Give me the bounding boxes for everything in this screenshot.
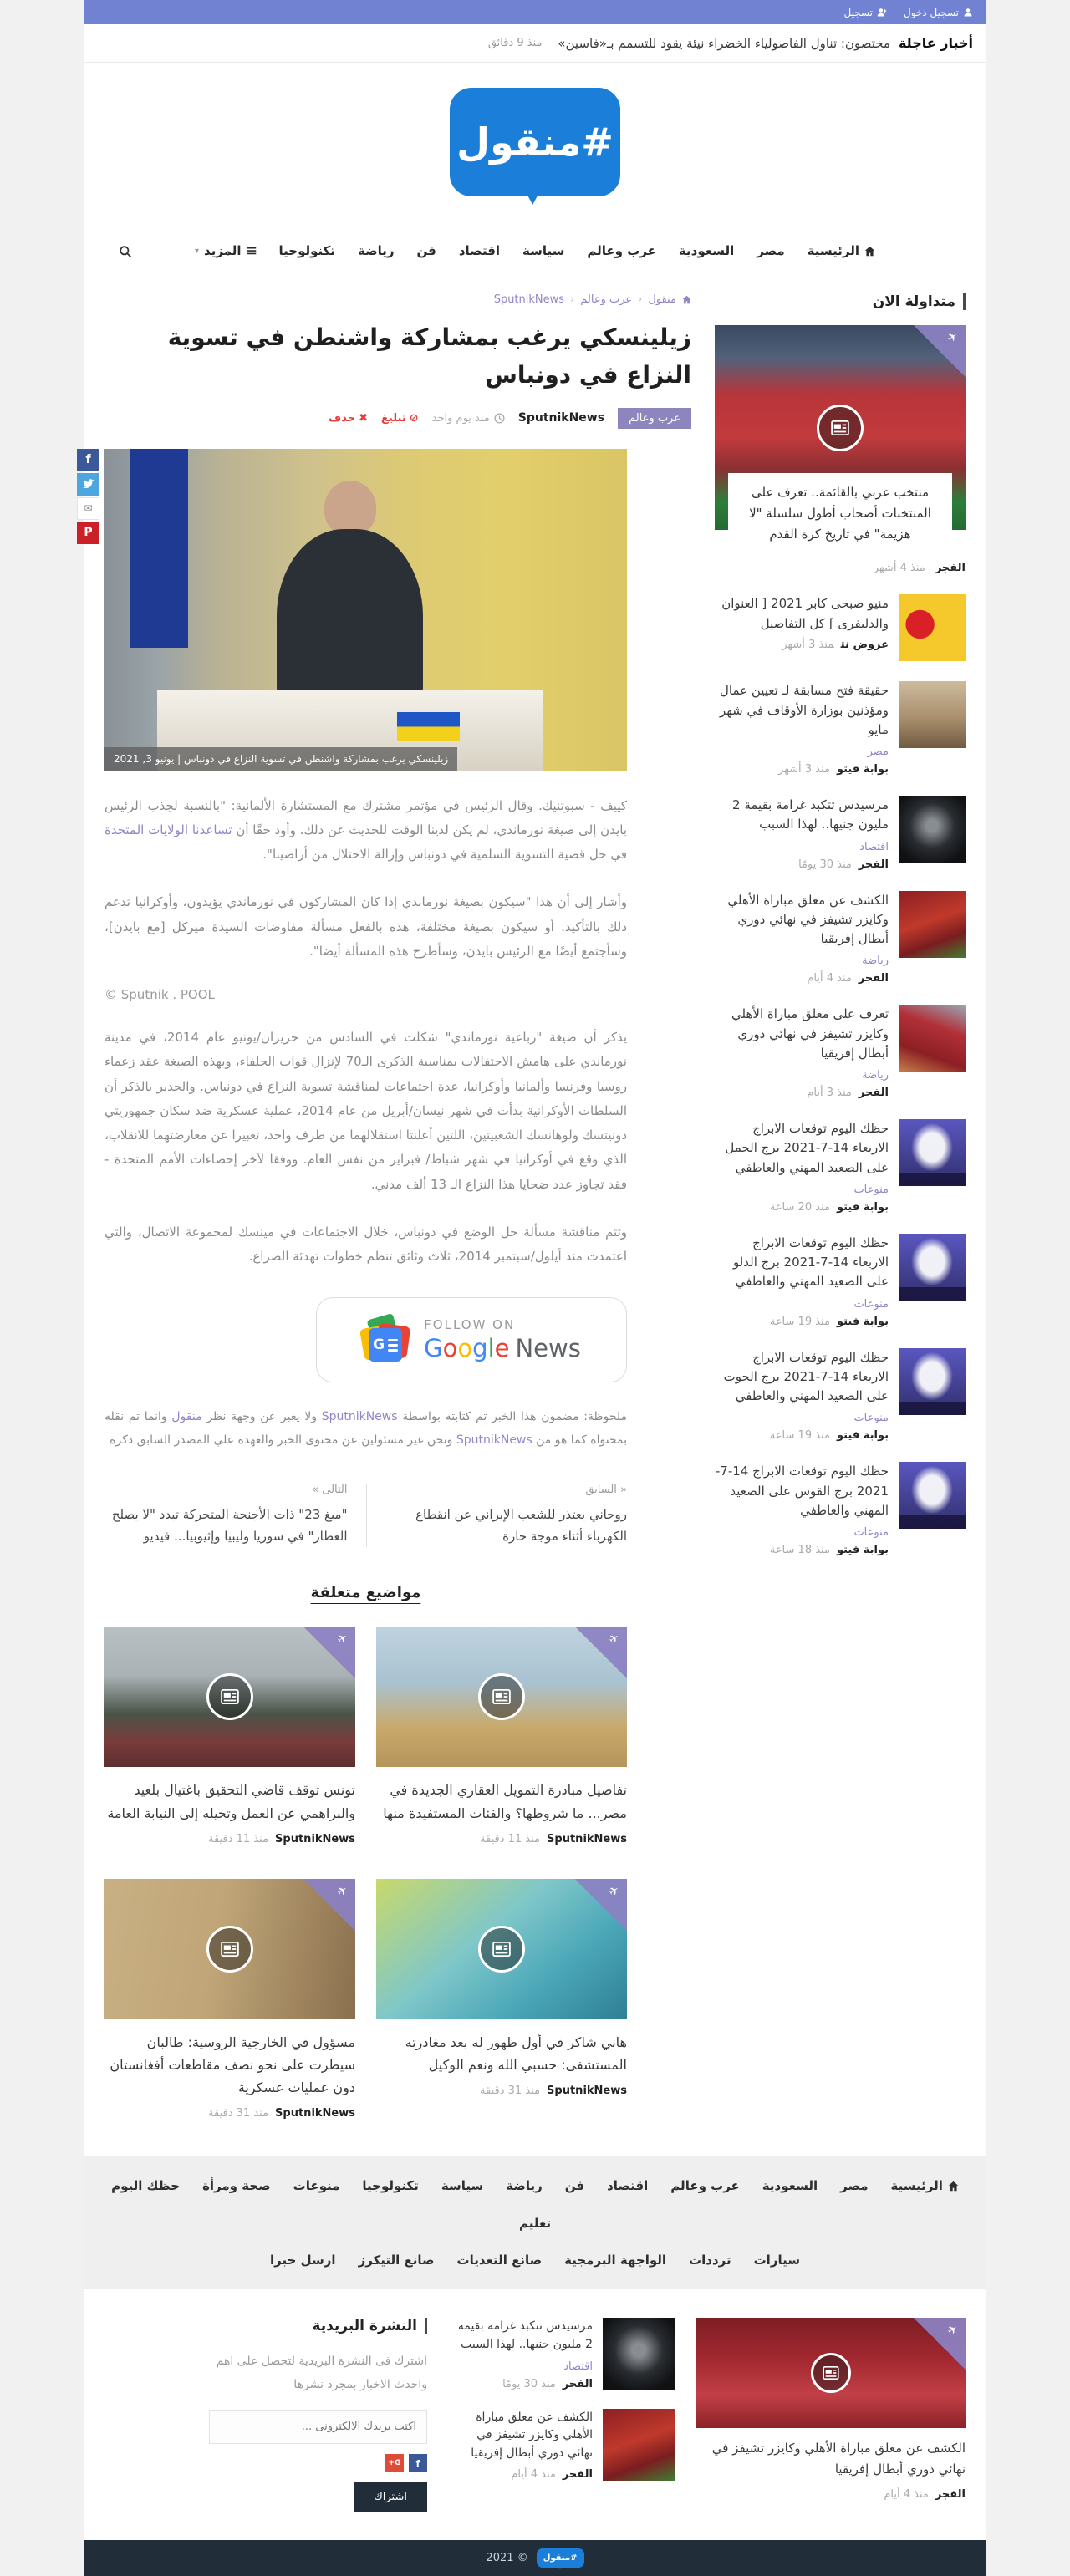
source-name[interactable]: SputnikNews	[275, 1832, 355, 1845]
newspaper-icon	[811, 2353, 851, 2393]
source-name[interactable]: SputnikNews	[275, 2107, 355, 2120]
time-ago: منذ 11 دقيقة	[208, 1832, 269, 1845]
trending-thumb	[899, 594, 966, 661]
register-link[interactable]	[844, 7, 888, 18]
mail-icon: ✉	[84, 502, 93, 515]
trending-featured-title[interactable]: منتخب عربي بالقائمة.. تعرف على المنتخبات أصحاب أطول سلسلة "لا هزيمة" في تاريخ كرة القدم	[728, 473, 952, 553]
content-layout	[84, 275, 986, 2128]
twitter-icon	[83, 479, 94, 489]
footer-nav-item[interactable]	[565, 2178, 584, 2193]
nav-item-label: السعودية	[678, 243, 735, 258]
footer-nav-item[interactable]	[519, 2216, 551, 2231]
trending-item[interactable]	[715, 891, 966, 985]
trending-item[interactable]	[715, 1462, 966, 1556]
time-ago: منذ 4 أشهر	[873, 562, 925, 575]
footer-nav-item[interactable]	[840, 2178, 868, 2193]
footer-nav-item[interactable]	[754, 2253, 800, 2268]
footer-articles-list	[449, 2318, 675, 2512]
category-link[interactable]: مصر	[867, 746, 889, 758]
footer-nav-label: صانع التغذيات	[456, 2253, 543, 2268]
x-icon: ✖	[359, 411, 369, 425]
trending-title[interactable]: حظك اليوم توقعات الابراج الاربعاء 14-7-2021 برج الحوت على الصعيد المهني والعاطفي	[723, 1349, 889, 1403]
newspaper-icon	[206, 1673, 253, 1720]
footer-nav-home[interactable]	[891, 2178, 959, 2193]
footer-nav-label: تعليم	[518, 2216, 552, 2232]
footer-nav-item[interactable]	[293, 2178, 340, 2193]
photo-credit: © Sputnik . POOL	[104, 987, 215, 1003]
previous-post[interactable]	[366, 1484, 628, 1548]
paragraph-text: كييف - سبوتنيك. وقال الرئيس في مؤتمر مشترك مع المستشارة الألمانية: "بالنسبة لجذب الرئيس بايدن إلى صيغة نورماندي، لم يكن لدينا الوقت للحديث عن ذلك. وأود حقًا أن	[104, 797, 627, 837]
article-image	[104, 449, 627, 771]
time-ago: منذ 4 أيام	[511, 2467, 556, 2481]
nav-item-label: الرئيسية	[807, 243, 859, 258]
nav-item-label: تكنولوجيا	[278, 243, 336, 258]
trending-title[interactable]: حظك اليوم توقعات الابراج 14-7-2021 برج القوس على الصعيد المهني والعاطفي	[715, 1464, 889, 1518]
newspaper-icon	[478, 1926, 525, 1973]
nav-item-arab-world[interactable]	[587, 243, 655, 258]
login-label: تسجيل دخول	[904, 6, 959, 18]
time-ago: منذ 19 ساعة	[769, 1315, 830, 1328]
footer-nav-label: صحة ومرأة	[202, 2178, 271, 2194]
follow-on-label: FOLLOW ON	[424, 1317, 516, 1333]
footer-nav-label: الواجهة البرمجية	[564, 2253, 667, 2268]
paragraph-text: والجدير بالذكر أن السلطات الأوكرانية بدأت في شهر نيسان/أبريل من عام 2014، عملية عسكرية ضد سكان جمهوريتي دونيتسك ولوهانسك الشعبيتين، اللتين أعلنتا استقلالهما من طرف واحد، تعبيرا عن معارضتهما للانقلاب، الذي وقع في أوكرانيا في شهر شباط/ فبراير من نفس العام. ووفقا لآخر إحصاءات الأمم المتحدة - فقد تجاوز عدد ضحايا هذا النزاع الـ 13 ألف مدني.	[104, 1078, 627, 1192]
search-icon[interactable]	[119, 245, 132, 258]
trending-thumb	[899, 1462, 966, 1529]
footer-article-thumb	[603, 2318, 675, 2390]
twitter-share-button[interactable]	[77, 473, 99, 496]
related-title[interactable]: تفاصيل مبادرة التمويل العقاري الجديدة في مصر... ما شروطها؟ والفئات المستفيدة منها	[383, 1782, 627, 1821]
footer-nav-item[interactable]	[607, 2178, 648, 2193]
nav-item-more[interactable]	[195, 243, 257, 258]
article-source[interactable]: SputnikNews	[517, 411, 605, 425]
related-card[interactable]	[104, 1627, 355, 1845]
related-card[interactable]	[104, 1879, 355, 2120]
main-nav	[84, 235, 986, 275]
footer-nav-label: صانع التيكرز	[358, 2253, 435, 2268]
ribbon-badge	[914, 325, 966, 377]
disclaimer-text: ولا يعبر عن وجهة نظر	[201, 1410, 322, 1424]
footer-nav-label: تكنولوجيا	[362, 2178, 419, 2194]
home-icon	[682, 295, 691, 304]
trending-title[interactable]: مرسيدس تتكبد غرامة بقيمة 2 مليون جنيها.. لهذا السبب	[732, 797, 889, 832]
footer-nav-label: السعودية	[762, 2178, 818, 2194]
nav-item-home[interactable]	[808, 243, 875, 258]
category-link[interactable]: رياضة	[862, 1069, 889, 1082]
pinterest-icon: P	[84, 526, 93, 540]
trending-item[interactable]	[715, 594, 966, 661]
footer-nav-label: ارسل خبرا	[270, 2253, 336, 2268]
source-name[interactable]: الفجر	[935, 562, 966, 575]
nav-item-label: المزيد	[204, 243, 242, 258]
time-ago: منذ يوم واحد	[431, 411, 490, 425]
ribbon-badge	[303, 1627, 355, 1678]
register-label: تسجيل	[843, 6, 873, 18]
time-ago: منذ 30 يومًا	[502, 2377, 556, 2390]
footer-featured-title[interactable]: الكشف عن معلق مباراة الأهلي وكايزر تشيفز في نهائي دوري أبطال إفريقيا	[711, 2441, 966, 2477]
nav-item-saudi[interactable]	[679, 243, 734, 258]
trending-featured-card[interactable]	[715, 325, 966, 574]
rocket-icon: ✈	[945, 329, 961, 346]
copyright: © 2021	[486, 2552, 528, 2565]
breadcrumb-home[interactable]: منقول	[648, 293, 676, 306]
post-navigation	[104, 1484, 627, 1548]
article-paragraph	[104, 1026, 627, 1197]
ribbon-badge	[575, 1879, 627, 1931]
paragraph-text: يذكر أن صيغة "رباعية نورماندي" شكلت في السادس من حزيران/يونيو عام 2014، في مدينة نورماندي على هامش الاحتفالات بمناسبة الذكرى الـ70 لإنزال قوات الحلفاء، وبهذه الصيغة عقد زعماء روسيا وفرنسا وألمانيا وأوكرانيا، عدة اجتماعات لمناقشة تسوية النزاع في دونباس.	[104, 1030, 628, 1094]
googleplus-icon[interactable]: G+	[385, 2454, 404, 2472]
footer-featured-card[interactable]	[696, 2318, 966, 2512]
disclaimer-text: وانما تم نقله بمحتواه كما هو من	[104, 1410, 627, 1447]
related-image	[376, 1879, 627, 2019]
article-content	[84, 449, 628, 2120]
category-link[interactable]: رياضة	[862, 955, 889, 968]
footer-nav-label: رياضة	[506, 2178, 543, 2194]
breadcrumb-separator: ‹	[570, 293, 575, 306]
nav-item-label: فن	[416, 243, 436, 258]
rocket-icon: ✈	[606, 1631, 623, 1648]
article-main	[84, 293, 691, 2120]
related-image	[376, 1627, 627, 1767]
nav-item-art[interactable]	[417, 243, 436, 258]
footer-article-thumb	[603, 2409, 675, 2481]
category-link[interactable]: منوعات	[853, 1412, 889, 1425]
article-figure	[84, 449, 627, 771]
related-card[interactable]	[376, 1627, 627, 1845]
newsletter-social	[209, 2454, 427, 2472]
source-name[interactable]: SputnikNews	[547, 1832, 627, 1845]
time-ago: منذ 4 أيام	[884, 2487, 929, 2501]
trending-title[interactable]: الكشف عن معلق مباراة الأهلي وكايزر تشيفز في نهائي دوري أبطال إفريقيا	[727, 892, 889, 946]
time-ago: منذ 18 ساعة	[769, 1544, 830, 1556]
time-ago: منذ 19 ساعة	[769, 1429, 830, 1443]
time-ago: منذ 3 أيام	[807, 1087, 852, 1099]
trending-title[interactable]: تعرف على معلق مباراة الأهلي وكايزر تشيفز في نهائي دوري أبطال إفريقيا	[731, 1006, 889, 1061]
footer-logo[interactable]: #منقول	[537, 2548, 584, 2568]
previous-label: « السابق	[585, 1483, 627, 1496]
ban-icon: ⊘	[409, 411, 419, 425]
login-link[interactable]	[904, 7, 973, 18]
trending-featured-meta	[715, 562, 966, 574]
nav-item-label: سياسة	[522, 243, 565, 258]
site-header	[84, 63, 986, 235]
ribbon-badge	[303, 1879, 355, 1931]
footer-nav-label: فن	[564, 2178, 585, 2194]
related-card[interactable]	[376, 1879, 627, 2120]
footer-nav-label: سيارات	[753, 2253, 800, 2268]
footer-article-title[interactable]: مرسيدس تتكبد غرامة بقيمة 2 مليون جنيها.. لهذا السبب	[457, 2319, 593, 2352]
disclaimer	[104, 1406, 627, 1452]
home-icon	[864, 246, 875, 257]
footer-nav-item[interactable]	[270, 2253, 336, 2268]
source-name[interactable]: بوابة فيتو	[836, 1544, 889, 1556]
time-ago: منذ 31 دقيقة	[208, 2107, 269, 2120]
nav-item-label: عرب وعالم	[587, 243, 656, 258]
article-paragraph	[104, 794, 627, 868]
source-name[interactable]: الفجر	[858, 1087, 889, 1099]
footer-nav-item[interactable]	[359, 2253, 435, 2268]
footer-nav-label: سياسة	[441, 2178, 484, 2194]
related-image	[104, 1627, 355, 1767]
paragraph-text: في حل قضية التسوية السلمية في دونباس وإزالة الاحتلال من أراضينا".	[262, 847, 627, 863]
related-heading: مواضيع متعلقة	[310, 1584, 421, 1602]
category-link[interactable]: اقتصاد	[859, 840, 889, 853]
trending-item[interactable]	[715, 1119, 966, 1214]
site-logo[interactable]	[450, 88, 620, 196]
related-grid	[104, 1627, 627, 2120]
time-ago: منذ 4 أيام	[807, 972, 852, 985]
source-name[interactable]: بوابة فيتو	[836, 763, 889, 776]
breadcrumb-separator: ‹	[638, 293, 643, 306]
footer-nav-item[interactable]	[670, 2178, 739, 2193]
footer-nav-item[interactable]	[441, 2178, 483, 2193]
time-ago: منذ 3 أشهر	[782, 638, 834, 651]
newspaper-icon	[817, 405, 864, 451]
time-ago: منذ 3 أشهر	[778, 763, 830, 776]
trending-item[interactable]	[715, 796, 966, 871]
trending-title[interactable]: منيو صبحى كابر 2021 [ العنوان والدليفرى ] كل التفاصيل	[721, 596, 889, 631]
rocket-icon: ✈	[606, 1882, 623, 1900]
breaking-bar	[84, 24, 986, 63]
source-name[interactable]: بوابة فيتو	[836, 1315, 889, 1328]
category-link[interactable]: منوعات	[853, 1183, 889, 1196]
trending-sidebar	[715, 293, 966, 1556]
source-link[interactable]: SputnikNews	[456, 1433, 532, 1447]
article-title: زيلينسكي يرغب بمشاركة واشنطن في تسوية النزاع في دونباس	[167, 323, 691, 389]
disclaimer-text: ملحوظة: مضمون هذا الخبر تم كتابته بواسطة	[397, 1410, 628, 1424]
nav-item-label: اقتصاد	[458, 243, 501, 258]
footer-nav-item[interactable]	[457, 2253, 543, 2268]
google-news-follow-button[interactable]	[316, 1297, 627, 1382]
report-label: تبليغ	[381, 411, 406, 425]
time-ago: منذ 30 يومًا	[798, 858, 852, 871]
speaker-shape	[277, 529, 423, 696]
site-logo-text: #منقول	[456, 120, 614, 165]
trending-thumb	[899, 1119, 966, 1186]
google-news-wordmark: Google News	[424, 1334, 581, 1363]
related-image	[104, 1879, 355, 2019]
time-ago: منذ 31 دقيقة	[480, 2085, 541, 2098]
user-plus-icon	[877, 8, 887, 18]
sidebar-heading: متداولة الان	[715, 293, 966, 310]
email-share-button[interactable]	[77, 497, 99, 520]
site-link[interactable]: منقول	[171, 1410, 202, 1424]
time-ago: منذ 11 دقيقة	[480, 1832, 541, 1845]
facebook-share-button[interactable]	[77, 449, 99, 471]
next-label: التالى »	[312, 1483, 348, 1496]
source-name[interactable]: الفجر	[562, 2467, 593, 2481]
source-name[interactable]: الفجر	[562, 2377, 593, 2390]
related-title[interactable]: هاني شاكر في أول ظهور له بعد مغادرته المستشفى: حسبي الله ونعم الوكيل	[405, 2034, 627, 2073]
previous-title[interactable]: روحاني يعتذر للشعب الإيراني عن انقطاع الكهرباء أثناء موجة حارة	[415, 1506, 627, 1545]
ribbon-badge	[575, 1627, 627, 1678]
delete-button[interactable]	[329, 412, 368, 425]
trending-item[interactable]	[715, 1348, 966, 1443]
category-badge[interactable]: عرب وعالم	[618, 408, 691, 429]
footer-nav-label: اقتصاد	[607, 2178, 649, 2194]
source-name[interactable]: الفجر	[935, 2487, 966, 2501]
clock-icon	[494, 413, 505, 424]
footer-nav-item[interactable]	[689, 2253, 731, 2268]
trending-thumb	[899, 1005, 966, 1072]
speaker-shape	[324, 481, 377, 535]
related-title[interactable]: تونس توقف قاضي التحقيق باغتيال بلعيد والبراهمي عن العمل وتحيله إلى النيابة العامة	[107, 1782, 355, 1821]
category-link[interactable]: منوعات	[853, 1297, 889, 1311]
rocket-icon: ✈	[334, 1882, 351, 1900]
image-caption: زيلينسكي يرغب بمشاركة واشنطن في تسوية النزاع في دونباس | يونيو 3, 2021	[104, 747, 457, 771]
footer-nav-item[interactable]	[111, 2178, 180, 2193]
next-title[interactable]: "ميغ 23" ذات الأجنحة المتحركة تبدد "لا يصلح العطار" في سوريا وليبيا وإثيوبيا... فيديو	[111, 1506, 348, 1545]
newsletter-heading: النشرة البريدية	[209, 2318, 427, 2334]
breaking-time: - منذ 9 دقائق	[487, 37, 550, 49]
footer-nav	[84, 2156, 986, 2289]
trending-item[interactable]	[715, 1234, 966, 1328]
footer-nav-row-2	[100, 2253, 970, 2268]
newsletter-widget	[209, 2318, 427, 2512]
newspaper-icon	[478, 1673, 525, 1720]
menu-list-icon	[247, 246, 257, 256]
newsletter-description: اشترك فى النشرة البريدية لتحصل على اهم واحدث الاخبار بمجرد نشرها	[216, 2355, 427, 2392]
breaking-headline[interactable]: مختصون: تناول الفاصولياء الخضراء نيئة يقود للتسمم بـ«فاسين»	[558, 35, 890, 51]
footer-nav-label: الرئيسية	[890, 2178, 943, 2194]
ukraine-flag-shape	[397, 712, 460, 741]
rocket-icon: ✈	[945, 2322, 961, 2339]
footer-nav-label: عرب وعالم	[670, 2178, 740, 2194]
source-name[interactable]: بوابة فيتو	[836, 1200, 889, 1214]
home-icon	[948, 2181, 959, 2192]
topbar	[84, 0, 986, 24]
footer-article-title[interactable]: الكشف عن معلق مباراة الأهلي وكايزر تشيفز في نهائي دوري أبطال إفريقيا	[471, 2410, 593, 2461]
nav-item-economy[interactable]	[459, 243, 500, 258]
footer-nav-item[interactable]	[506, 2178, 543, 2193]
footer-nav-label: مصر	[840, 2178, 869, 2194]
subscribe-button[interactable]: اشتراك	[354, 2482, 427, 2512]
report-button[interactable]	[381, 412, 419, 425]
google-news-icon: G	[362, 1316, 409, 1363]
article-paragraph: وأشار إلى أن هذا "سيكون بصيغة نورماندي إذا كان المشاركون في نورماندي يؤيدون، وأوكرانيا تدعم ذلك بالتأكيد. أو سيكون بصيغة مختلفة، هذه بالفعل مسألة مفاوضات السيدة ميركل [مع بايدن]، وسأجتمع أيضًا مع الرئيس بايدن، وسأطرح هذه المسألة أيضا".	[104, 894, 627, 959]
time-ago: منذ 20 ساعة	[769, 1200, 830, 1214]
trending-thumb	[899, 796, 966, 863]
trending-thumb	[899, 1348, 966, 1415]
page	[84, 0, 986, 2576]
source-link[interactable]: SputnikNews	[321, 1410, 398, 1424]
rocket-icon: ✈	[334, 1631, 351, 1648]
nav-item-politics[interactable]	[522, 243, 564, 258]
trending-thumb	[899, 891, 966, 958]
breadcrumb-source[interactable]: SputnikNews	[493, 293, 565, 306]
nav-item-sports[interactable]	[358, 243, 395, 258]
footer-nav-item[interactable]	[202, 2178, 271, 2193]
footer-nav-item[interactable]	[762, 2178, 818, 2193]
delete-label: حذف	[329, 411, 356, 425]
footer-nav-row-1	[100, 2178, 970, 2231]
ribbon-badge	[914, 2318, 966, 2370]
eu-flag-shape	[130, 449, 188, 649]
breadcrumb-section[interactable]: عرب وعالم	[580, 293, 633, 306]
footer-article-item[interactable]	[449, 2409, 675, 2481]
nav-item-label: رياضة	[358, 243, 395, 258]
source-name[interactable]: SputnikNews	[547, 2085, 627, 2098]
footer-featured-image	[696, 2318, 966, 2428]
article-time	[432, 412, 505, 425]
disclaimer-text: ونحن غير مسئولين عن محتوى الخبر والعهدة علي المصدر السابق ذكرة	[110, 1433, 456, 1447]
share-buttons	[77, 449, 99, 544]
footer-widgets	[84, 2289, 986, 2512]
trending-title[interactable]: حظك اليوم توقعات الابراج الاربعاء 14-7-2021 برج الدلو على الصعيد المهني والعاطفي	[732, 1235, 889, 1290]
trending-thumb	[899, 1234, 966, 1301]
trending-title[interactable]: حظك اليوم توقعات الابراج الاربعاء 14-7-2021 برج الحمل على الصعيد المهني والعاطفي	[725, 1121, 889, 1175]
footer-nav-item[interactable]	[564, 2253, 666, 2268]
related-title[interactable]: مسؤول في الخارجية الروسية: طالبان سيطرت على نحو نصف مقاطعات أفغانستان دون عمليات عسكرية	[110, 2034, 355, 2096]
trending-item[interactable]	[715, 1005, 966, 1099]
article-paragraph: وتتم مناقشة مسألة حل الوضع في دونباس، خلال الاجتماعات في مينسك لمجموعة الاتصال، والتي اعتمدت منذ أيلول/سبتمبر 2014، ثلاث وثائق تنظم خطوات تهدئة الصراع.	[104, 1224, 627, 1265]
nav-item-egypt[interactable]	[757, 243, 784, 258]
breaking-label: أخبار عاجلة	[898, 35, 973, 51]
source-name[interactable]: بوابة فيتو	[836, 1429, 889, 1443]
inline-link[interactable]: تساعدنا الولايات المتحدة	[104, 822, 232, 837]
category-link[interactable]: اقتصاد	[563, 2360, 593, 2373]
newsletter-email-input[interactable]	[209, 2410, 427, 2444]
facebook-icon: f	[85, 453, 91, 467]
user-icon	[963, 8, 973, 18]
trending-title[interactable]: حقيقة فتح مسابقة لـ تعيين عمال ومؤذنين بوزارة الأوقاف في شهر مايو	[719, 683, 889, 737]
source-name[interactable]: عروض نت	[840, 638, 889, 651]
newspaper-icon	[206, 1926, 253, 1973]
facebook-icon[interactable]: f	[409, 2454, 427, 2472]
footer-nav-item[interactable]	[362, 2178, 419, 2193]
trending-thumb	[899, 681, 966, 748]
trending-item[interactable]	[715, 681, 966, 776]
footer-nav-label: منوعات	[293, 2178, 340, 2194]
next-post[interactable]	[104, 1484, 366, 1548]
breadcrumb	[104, 293, 691, 306]
bottom-bar	[84, 2540, 986, 2576]
source-name[interactable]: الفجر	[858, 972, 889, 985]
nav-item-technology[interactable]	[279, 243, 336, 258]
pinterest-share-button[interactable]	[77, 522, 99, 544]
footer-nav-label: حظك اليوم	[111, 2178, 181, 2194]
chevron-down-icon: ▾	[195, 246, 200, 256]
source-name[interactable]: الفجر	[858, 858, 889, 871]
footer-article-item[interactable]	[449, 2318, 675, 2390]
footer-nav-label: ترددات	[689, 2253, 731, 2268]
article-meta	[104, 408, 691, 429]
nav-item-label: مصر	[757, 243, 785, 258]
category-link[interactable]: منوعات	[853, 1526, 889, 1539]
